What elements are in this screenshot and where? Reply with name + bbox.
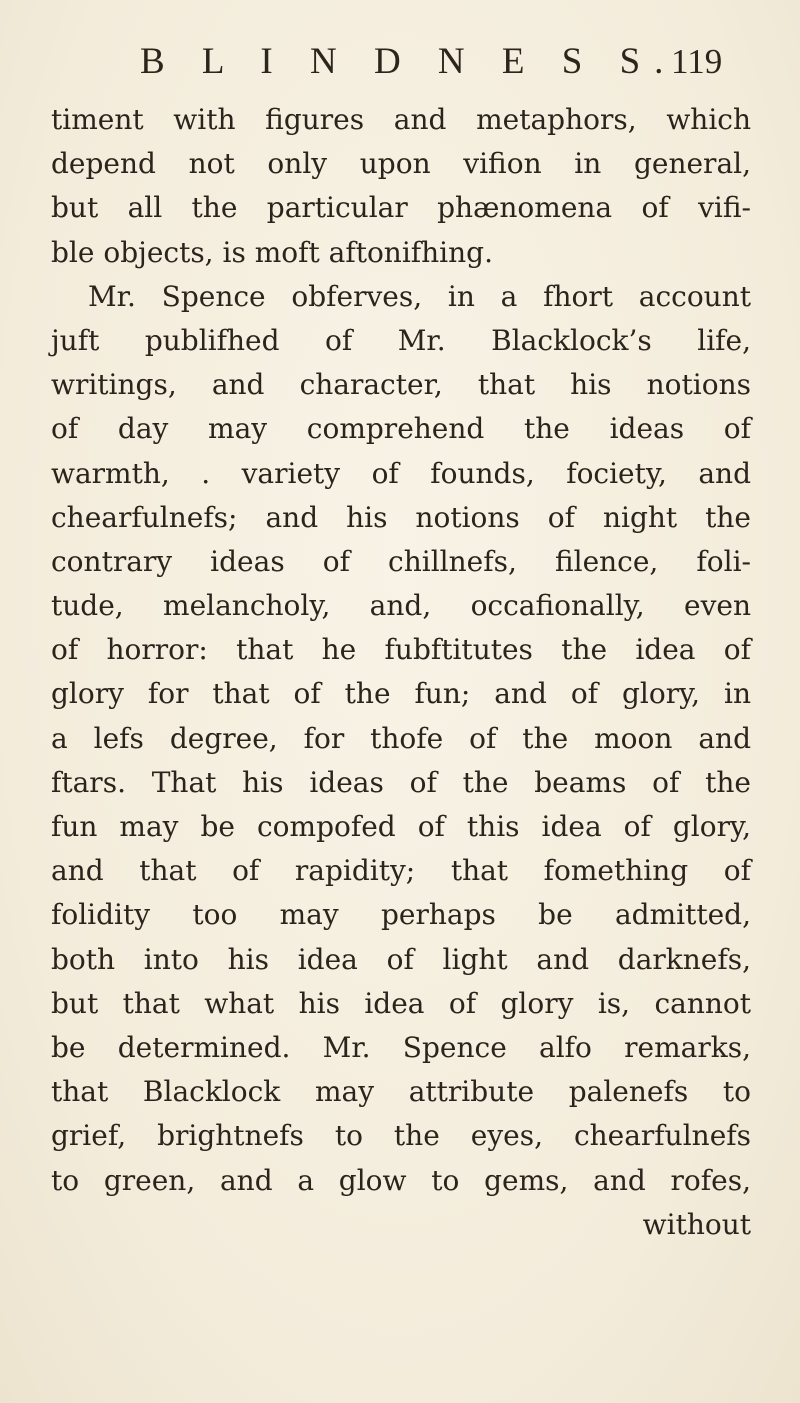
text-line: Mr. Spence obferves, in a fhort account	[88, 279, 751, 313]
text-line: tude, melancholy, and, occafionally, even	[51, 589, 751, 623]
text-line: warmth, . variety of founds, fociety, and	[51, 456, 751, 490]
running-head-title: B L I N D N E S S.	[140, 41, 678, 82]
text-line: writings, and character, that his notions	[51, 368, 751, 402]
text-line: but that what his idea of glory is, cannot	[51, 986, 751, 1020]
text-line: juft publifhed of Mr. Blacklock’s life,	[51, 323, 751, 357]
text-line: of horror: that he fubftitutes the idea of	[51, 633, 751, 667]
text-line: folidity too may perhaps be admitted,	[51, 898, 751, 932]
text-line: timent with figures and metaphors, which	[51, 103, 751, 136]
text-line: that Blacklock may attribute palenefs to	[51, 1075, 751, 1109]
text-line: ftars. That his ideas of the beams of the	[51, 765, 751, 799]
text-line: to green, and a glow to gems, and rofes,	[51, 1163, 751, 1197]
running-head	[0, 40, 800, 80]
text-line: fun may be compofed of this idea of glory,	[51, 810, 751, 843]
text-line: glory for that of the fun; and of glory, in	[51, 677, 751, 711]
text-line: ble objects, is moft aftonifhing.	[51, 235, 493, 269]
page-number: 119	[671, 42, 723, 81]
text-line: depend not only upon vifion in general,	[51, 147, 751, 181]
text-line: chearfulnefs; and his notions of night the	[51, 500, 751, 534]
text-line: of day may comprehend the ideas of	[51, 412, 751, 446]
text-line: be determined. Mr. Spence alfo remarks,	[51, 1030, 751, 1064]
body-text	[51, 98, 751, 1247]
catchword: without	[642, 1207, 751, 1241]
text-line: and that of rapidity; that fomething of	[51, 854, 751, 888]
text-line: both into his idea of light and darknefs,	[51, 942, 751, 976]
text-line: a lefs degree, for thofe of the moon and	[51, 721, 751, 755]
text-line: contrary ideas of chillnefs, filence, foli-	[51, 544, 751, 578]
text-line: but all the particular phænomena of vifi-	[51, 191, 751, 225]
text-line: grief, brightnefs to the eyes, chearfulnefs	[51, 1119, 751, 1153]
